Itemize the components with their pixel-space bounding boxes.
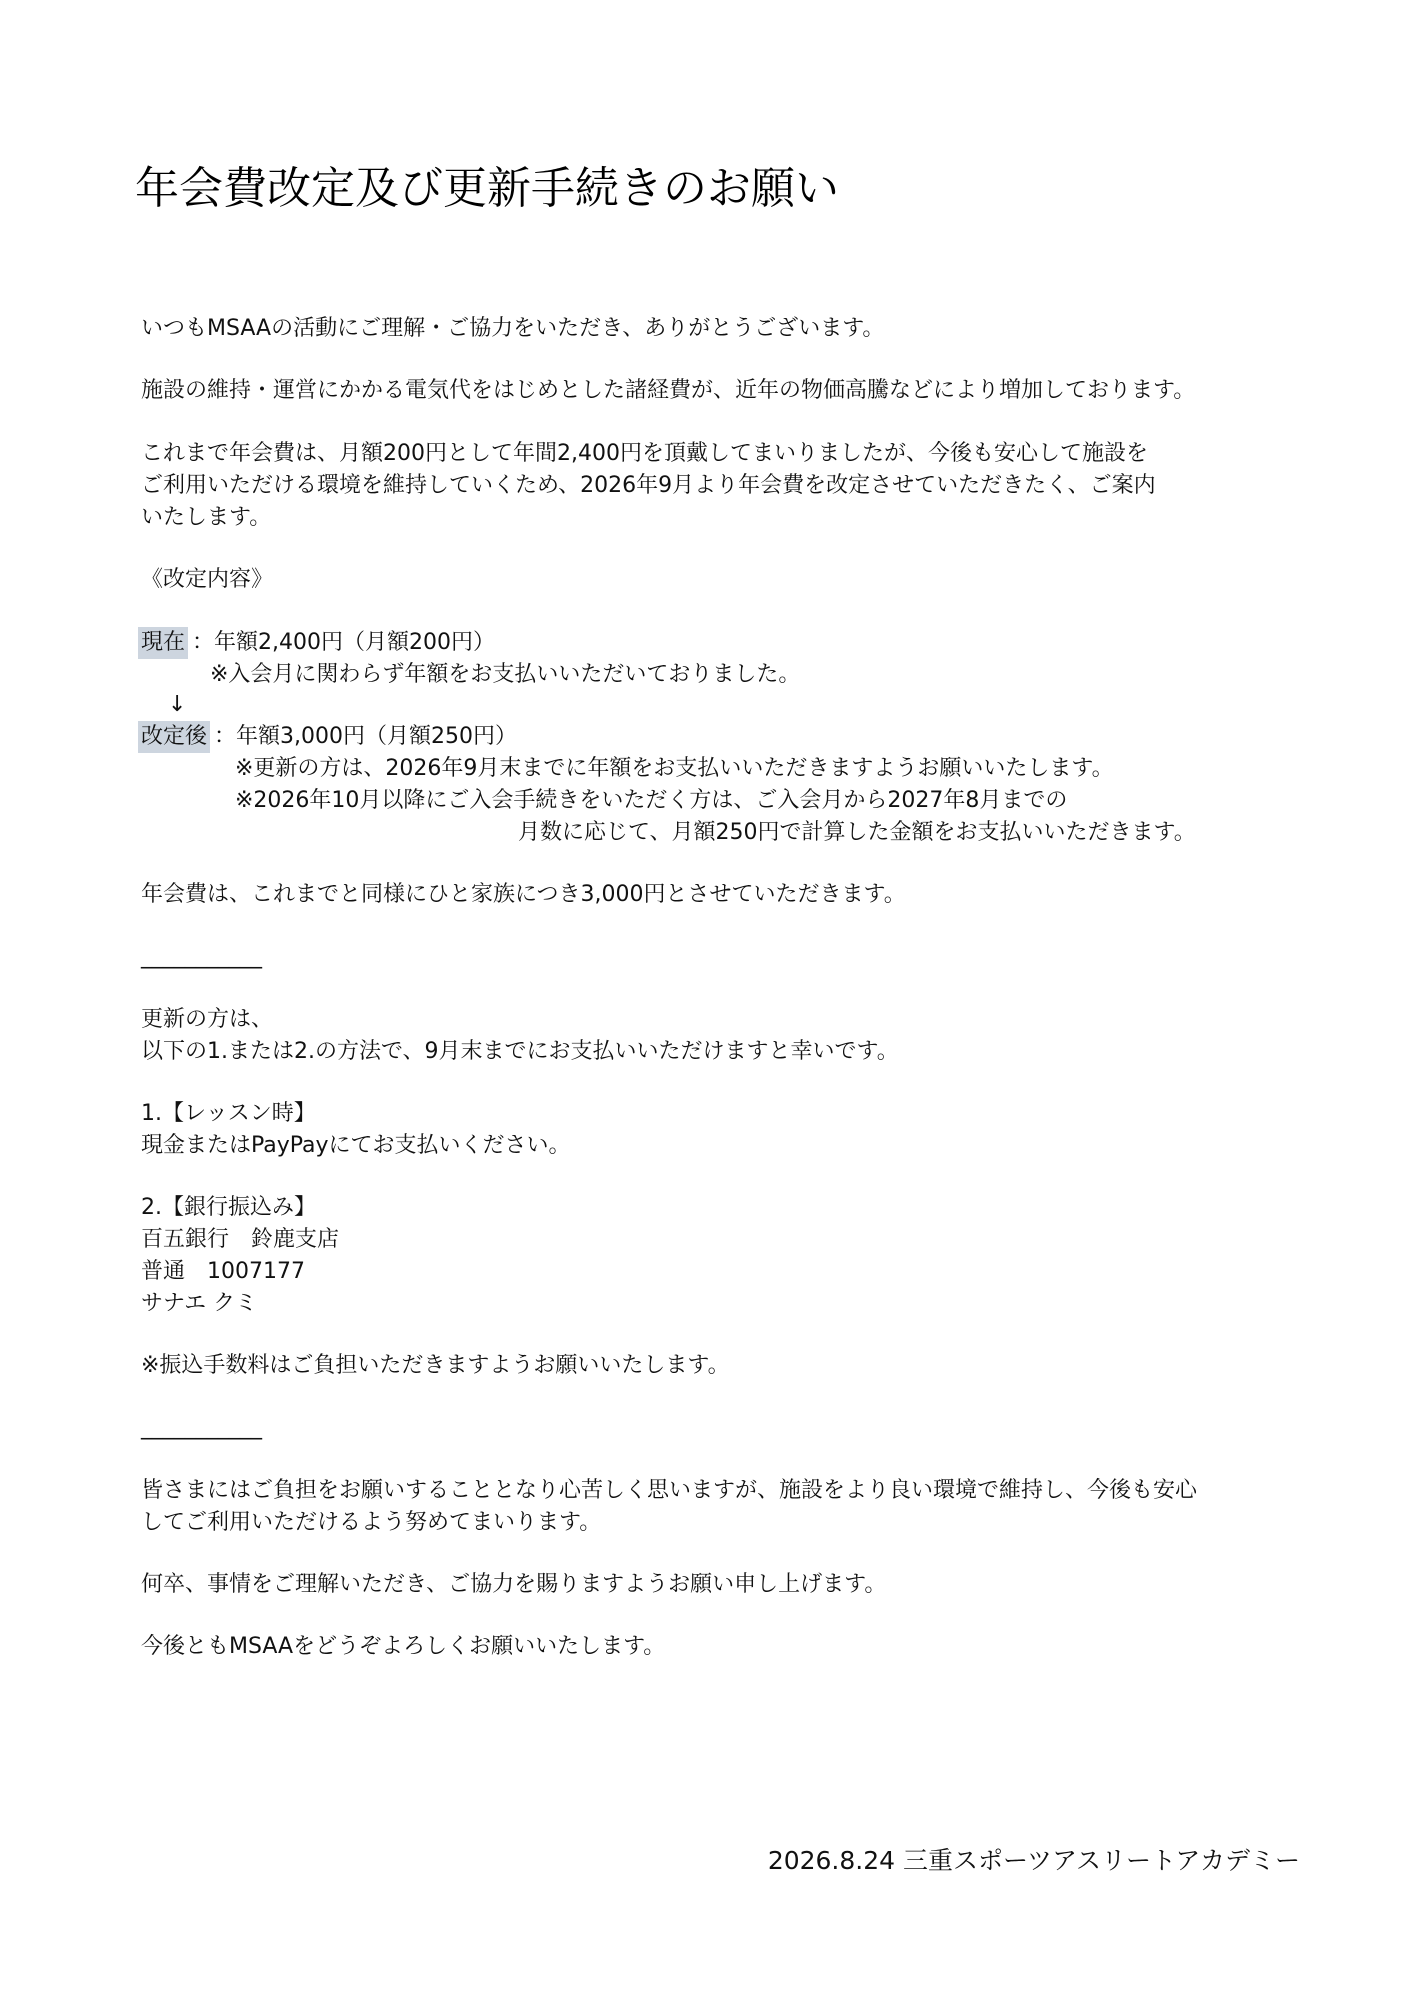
notice-line-3: いたします。 [141,505,272,530]
separator-2: ___________ [141,1415,262,1440]
method2-title: 2.【銀行振込み】 [141,1195,316,1220]
method1-title: 1.【レッスン時】 [141,1101,316,1126]
closing-request: 何卒、事情をご理解いただき、ご協力を賜りますようお願い申し上げます。 [141,1572,887,1597]
account-number: 普通 1007177 [141,1259,305,1284]
new-label: 改定後 [138,721,210,753]
notice-line-1: これまで年会費は、月額200円として年間2,400円を頂戴してまいりましたが、今後も安心して施設を [141,441,1148,466]
down-arrow-icon: ↓ [168,692,187,717]
current-label: 現在 [138,627,188,659]
greeting-text: いつもMSAAの活動にご理解・ご協力をいただき、ありがとうございます。 [141,316,885,341]
closing-apology-1: 皆さまにはご負担をお願いすることとなり心苦しく思いますが、施設をより良い環境で維持し、今後も安心 [141,1478,1198,1503]
method1-text: 現金またはPayPayにてお支払いください。 [141,1133,571,1158]
family-note: 年会費は、これまでと同様にひと家族につき3,000円とさせていただきます。 [141,882,906,907]
closing-regards: 今後ともMSAAをどうぞよろしくお願いいたします。 [141,1634,666,1659]
separator-1: ___________ [141,944,262,969]
account-holder: サナエ クミ [141,1291,258,1316]
bank-name: 百五銀行 鈴鹿支店 [141,1227,340,1252]
reason-text: 施設の維持・運営にかかる電気代をはじめとした諸経費が、近年の物価高騰などにより増加しております。 [141,378,1196,403]
date-and-organization: 2026.8.24 三重スポーツアスリートアカデミー [767,1846,1300,1875]
revision-heading: 《改定内容》 [141,567,274,592]
current-fee-note: ※入会月に関わらず年額をお支払いいただいておりました。 [210,662,801,687]
new-fee-note-2: ※2026年10月以降にご入会手続きをいただく方は、ご入会月から2027年8月までの [235,788,1068,813]
current-fee-row [141,627,495,659]
new-fee-note-1: ※更新の方は、2026年9月末までに年額をお支払いいただきますようお願いいたします。 [235,756,1114,781]
document-title: 年会費改定及び更新手続きのお願い [135,163,839,214]
notice-line-2: ご利用いただける環境を維持していくため、2026年9月より年会費を改定させていただきたく、ご案内 [141,473,1156,498]
fee-note: ※振込手数料はご負担いただきますようお願いいたします。 [141,1353,730,1378]
new-fee-row [141,721,517,753]
current-fee-text: ：年額2,400円（月額200円） [192,630,495,655]
closing-apology-2: してご利用いただけるよう努めてまいります。 [141,1510,602,1535]
new-fee-note-3: 月数に応じて、月額250円で計算した金額をお支払いいただきます。 [518,820,1196,845]
payment-intro-1: 更新の方は、 [141,1007,274,1032]
payment-intro-2: 以下の1.または2.の方法で、9月末までにお支払いいただけますと幸いです。 [141,1039,899,1064]
new-fee-text: ：年額3,000円（月額250円） [214,724,517,749]
